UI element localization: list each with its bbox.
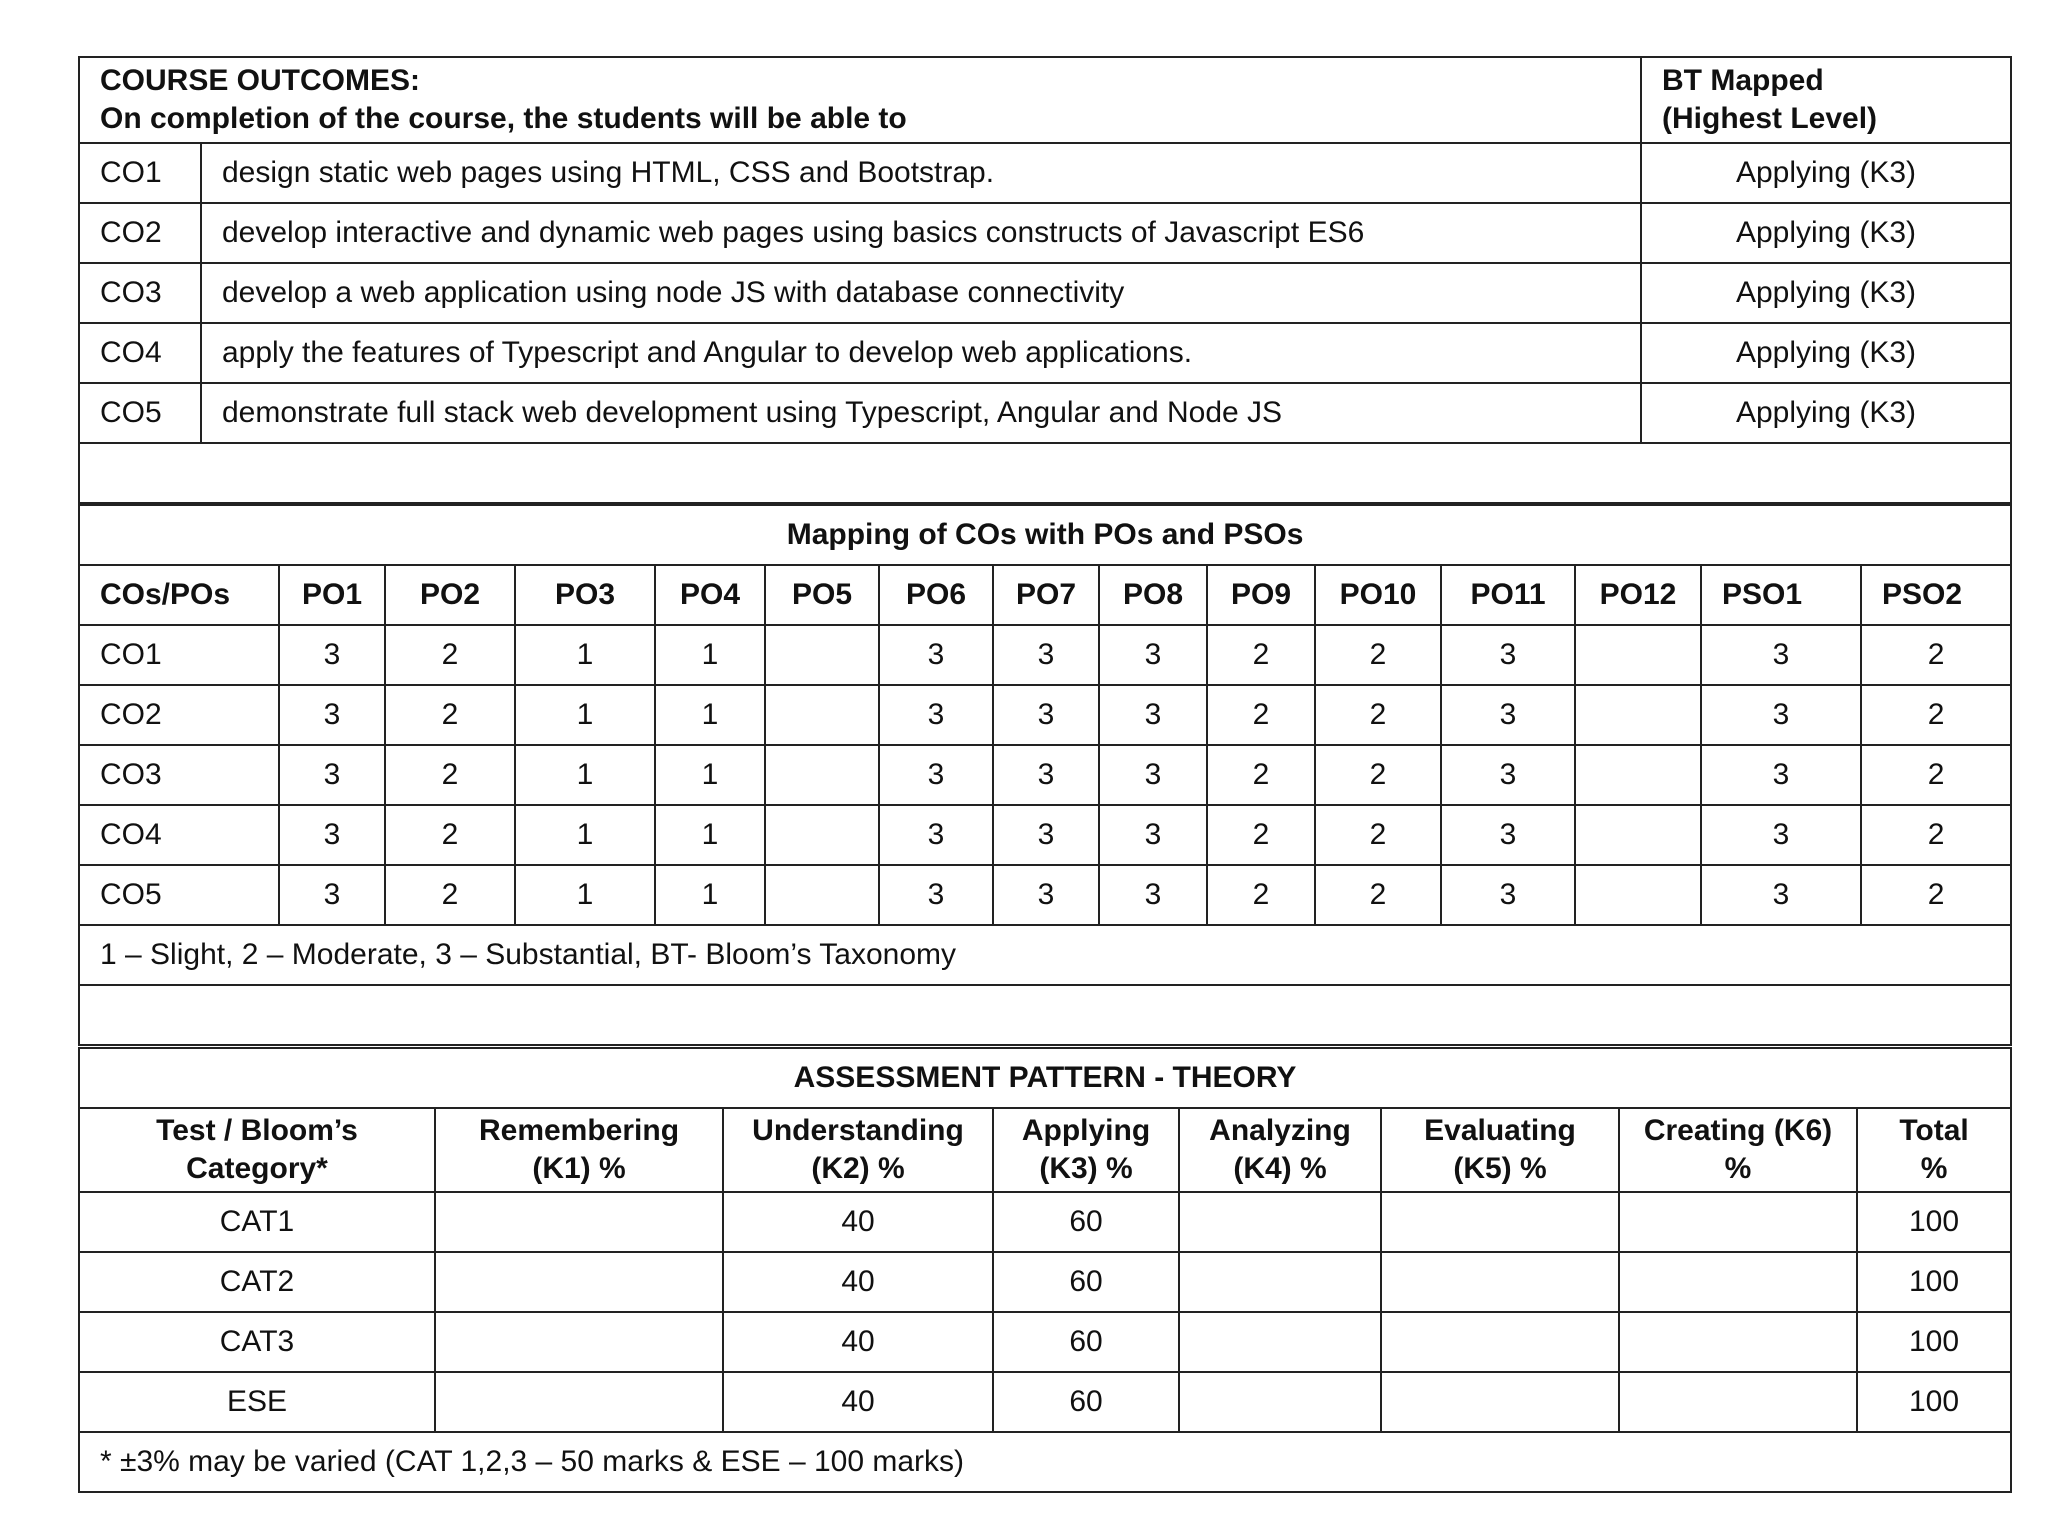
assessment-header-line: Test / Bloom’s	[156, 1114, 358, 1147]
mapping-header-cell: PO9	[1207, 565, 1315, 625]
assessment-header-line: Category*	[186, 1152, 328, 1185]
assessment-cell	[1619, 1192, 1857, 1252]
mapping-cell: 3	[279, 745, 385, 805]
mapping-cell	[765, 685, 879, 745]
mapping-cell: 3	[1441, 805, 1575, 865]
assessment-cell: 40	[723, 1372, 993, 1432]
mapping-cell: 3	[1701, 685, 1861, 745]
mapping-cell: 1	[655, 745, 765, 805]
mapping-cell: 2	[1861, 805, 2011, 865]
mapping-row-label: CO1	[79, 625, 279, 685]
assessment-header-line: (K4) %	[1233, 1152, 1327, 1185]
course-outcomes-header	[79, 57, 1641, 143]
course-outcome-text: demonstrate full stack web development using Typescript, Angular and Node JS	[201, 383, 1641, 443]
mapping-header-cell: PSO2	[1861, 565, 2011, 625]
assessment-cell: 60	[993, 1312, 1179, 1372]
mapping-cell: 3	[1701, 865, 1861, 925]
assessment-header-line: Analyzing	[1209, 1114, 1351, 1147]
assessment-header-line: (K5) %	[1453, 1152, 1547, 1185]
spacer-cell	[79, 985, 2011, 1045]
course-outcomes-header-row	[79, 57, 2011, 143]
mapping-cell: 2	[385, 865, 515, 925]
mapping-cell	[1575, 745, 1701, 805]
course-outcome-row	[79, 263, 2011, 323]
mapping-row	[79, 625, 2011, 685]
assessment-cell	[1179, 1192, 1381, 1252]
mapping-cell: 3	[1701, 625, 1861, 685]
spacer-cell	[79, 443, 2011, 503]
mapping-cell: 3	[879, 865, 993, 925]
course-outcome-code: CO1	[79, 143, 201, 203]
mapping-row-label: CO3	[79, 745, 279, 805]
bt-highest-level-label: (Highest Level)	[1662, 102, 1878, 135]
mapping-cell: 1	[655, 865, 765, 925]
mapping-cell: 2	[1861, 625, 2011, 685]
assessment-cell: 40	[723, 1192, 993, 1252]
assessment-cell: 40	[723, 1312, 993, 1372]
course-outcome-bt-level: Applying (K3)	[1641, 203, 2011, 263]
assessment-cell: 100	[1857, 1312, 2011, 1372]
mapping-header-cell: PO8	[1099, 565, 1207, 625]
assessment-cell	[435, 1252, 723, 1312]
assessment-cell: 100	[1857, 1372, 2011, 1432]
course-outcome-code: CO3	[79, 263, 201, 323]
assessment-header-cell	[1381, 1108, 1619, 1192]
bt-mapped-header	[1641, 57, 2011, 143]
mapping-cell: 3	[1441, 745, 1575, 805]
assessment-header-cell	[435, 1108, 723, 1192]
mapping-cell: 2	[1207, 685, 1315, 745]
assessment-header-line: %	[1920, 1152, 1948, 1185]
assessment-row-label: ESE	[79, 1372, 435, 1432]
mapping-cell: 3	[1099, 805, 1207, 865]
mapping-row	[79, 805, 2011, 865]
mapping-cell: 3	[279, 865, 385, 925]
course-outcome-text: develop a web application using node JS with database connectivity	[201, 263, 1641, 323]
mapping-cell: 3	[993, 805, 1099, 865]
mapping-spacer-row	[79, 985, 2011, 1045]
mapping-cell: 2	[1315, 625, 1441, 685]
assessment-header-line: Creating (K6)	[1643, 1114, 1833, 1147]
mapping-cell: 3	[1701, 745, 1861, 805]
mapping-cell: 3	[993, 625, 1099, 685]
assessment-header-cell	[1619, 1108, 1857, 1192]
assessment-cell	[1381, 1372, 1619, 1432]
mapping-cell: 2	[1315, 685, 1441, 745]
assessment-row	[79, 1312, 2011, 1372]
mapping-cell: 3	[879, 745, 993, 805]
assessment-cell: 100	[1857, 1252, 2011, 1312]
assessment-header-row	[79, 1108, 2011, 1192]
mapping-cell: 3	[993, 745, 1099, 805]
course-outcome-bt-level: Applying (K3)	[1641, 383, 2011, 443]
assessment-cell	[1619, 1312, 1857, 1372]
assessment-cell	[435, 1372, 723, 1432]
mapping-cell	[1575, 625, 1701, 685]
mapping-cell: 2	[1207, 745, 1315, 805]
mapping-cell: 2	[1207, 865, 1315, 925]
mapping-cell: 3	[279, 685, 385, 745]
mapping-cell	[1575, 865, 1701, 925]
mapping-cell: 1	[655, 685, 765, 745]
course-outcome-code: CO2	[79, 203, 201, 263]
mapping-cell: 2	[1207, 805, 1315, 865]
assessment-row-label: CAT1	[79, 1192, 435, 1252]
mapping-row	[79, 685, 2011, 745]
mapping-header-cell: PO5	[765, 565, 879, 625]
course-outcome-code: CO4	[79, 323, 201, 383]
mapping-cell: 3	[993, 685, 1099, 745]
course-outcome-bt-level: Applying (K3)	[1641, 263, 2011, 323]
mapping-header-cell: PSO1	[1701, 565, 1861, 625]
co-spacer-row	[79, 443, 2011, 503]
assessment-cell: 60	[993, 1252, 1179, 1312]
mapping-cell: 2	[1315, 865, 1441, 925]
course-outcomes-table	[78, 56, 2012, 504]
assessment-header-cell	[1179, 1108, 1381, 1192]
assessment-cell: 40	[723, 1252, 993, 1312]
mapping-cell: 3	[1099, 745, 1207, 805]
mapping-cell: 1	[655, 805, 765, 865]
mapping-cell: 2	[1861, 745, 2011, 805]
mapping-cell: 2	[1861, 685, 2011, 745]
mapping-cell	[1575, 805, 1701, 865]
mapping-header-cell: PO12	[1575, 565, 1701, 625]
co-po-mapping-table	[78, 504, 2012, 1046]
assessment-pattern-table	[78, 1047, 2012, 1493]
assessment-cell: 100	[1857, 1192, 2011, 1252]
mapping-cell: 3	[1701, 805, 1861, 865]
mapping-cell: 3	[1099, 625, 1207, 685]
assessment-header-line: (K2) %	[811, 1152, 905, 1185]
mapping-cell	[1575, 685, 1701, 745]
assessment-cell	[1381, 1252, 1619, 1312]
mapping-legend: 1 – Slight, 2 – Moderate, 3 – Substantial, BT- Bloom’s Taxonomy	[79, 925, 2011, 985]
mapping-row	[79, 745, 2011, 805]
mapping-header-cell: PO10	[1315, 565, 1441, 625]
mapping-cell: 1	[655, 625, 765, 685]
assessment-cell	[1179, 1252, 1381, 1312]
assessment-cell	[1179, 1312, 1381, 1372]
mapping-header-cell: PO3	[515, 565, 655, 625]
course-outcomes-subheading: On completion of the course, the students will be able to	[100, 102, 907, 135]
course-outcome-row	[79, 323, 2011, 383]
assessment-row-label: CAT2	[79, 1252, 435, 1312]
mapping-cell: 3	[1441, 625, 1575, 685]
assessment-body	[79, 1108, 2011, 1432]
assessment-row	[79, 1252, 2011, 1312]
assessment-header-line: (K1) %	[532, 1152, 626, 1185]
course-outcome-bt-level: Applying (K3)	[1641, 143, 2011, 203]
assessment-header-line: Applying	[1021, 1114, 1151, 1147]
mapping-cell	[765, 805, 879, 865]
assessment-title: ASSESSMENT PATTERN - THEORY	[79, 1048, 2011, 1108]
assessment-row	[79, 1372, 2011, 1432]
assessment-cell: 60	[993, 1372, 1179, 1432]
mapping-header-cell: PO1	[279, 565, 385, 625]
assessment-header-line: Remembering	[478, 1114, 680, 1147]
assessment-cell	[1619, 1372, 1857, 1432]
mapping-legend-row	[79, 925, 2011, 985]
course-outcome-text: apply the features of Typescript and Angular to develop web applications.	[201, 323, 1641, 383]
assessment-header-line: (K3) %	[1039, 1152, 1133, 1185]
mapping-header-cell: PO11	[1441, 565, 1575, 625]
mapping-header-cell: PO7	[993, 565, 1099, 625]
mapping-cell: 2	[1315, 745, 1441, 805]
course-outcome-row	[79, 383, 2011, 443]
mapping-body	[79, 565, 2011, 925]
mapping-cell: 1	[515, 745, 655, 805]
mapping-cell	[765, 745, 879, 805]
mapping-cell	[765, 625, 879, 685]
assessment-header-line: Total	[1899, 1114, 1969, 1147]
mapping-cell: 2	[385, 805, 515, 865]
mapping-cell: 1	[515, 865, 655, 925]
assessment-title-row	[79, 1048, 2011, 1108]
course-outcome-row	[79, 143, 2011, 203]
mapping-row-label: CO5	[79, 865, 279, 925]
mapping-header-row	[79, 565, 2011, 625]
mapping-cell: 2	[1207, 625, 1315, 685]
assessment-row-label: CAT3	[79, 1312, 435, 1372]
mapping-row-label: CO2	[79, 685, 279, 745]
assessment-cell	[1381, 1312, 1619, 1372]
mapping-header-cell: COs/POs	[79, 565, 279, 625]
mapping-cell: 3	[879, 625, 993, 685]
assessment-header-cell	[79, 1108, 435, 1192]
mapping-cell: 3	[279, 805, 385, 865]
mapping-cell: 2	[385, 685, 515, 745]
course-outcomes-heading: COURSE OUTCOMES:	[100, 64, 421, 97]
mapping-cell: 2	[385, 625, 515, 685]
assessment-row	[79, 1192, 2011, 1252]
bt-mapped-label: BT Mapped	[1662, 64, 1824, 97]
assessment-header-cell	[1857, 1108, 2011, 1192]
mapping-title-row	[79, 505, 2011, 565]
assessment-cell	[435, 1192, 723, 1252]
mapping-row-label: CO4	[79, 805, 279, 865]
assessment-cell: 60	[993, 1192, 1179, 1252]
assessment-footnote-row	[79, 1432, 2011, 1492]
mapping-cell: 2	[1861, 865, 2011, 925]
mapping-cell: 3	[1099, 865, 1207, 925]
course-outcome-row	[79, 203, 2011, 263]
mapping-cell: 3	[1441, 865, 1575, 925]
assessment-header-cell	[723, 1108, 993, 1192]
mapping-cell: 2	[1315, 805, 1441, 865]
mapping-cell: 3	[279, 625, 385, 685]
mapping-header-cell: PO4	[655, 565, 765, 625]
mapping-cell: 3	[879, 685, 993, 745]
mapping-cell: 3	[879, 805, 993, 865]
mapping-header-cell: PO6	[879, 565, 993, 625]
assessment-cell	[435, 1312, 723, 1372]
course-outcome-bt-level: Applying (K3)	[1641, 323, 2011, 383]
assessment-header-cell	[993, 1108, 1179, 1192]
mapping-cell: 3	[1441, 685, 1575, 745]
assessment-footnote: * ±3% may be varied (CAT 1,2,3 – 50 marks & ESE – 100 marks)	[79, 1432, 2011, 1492]
mapping-cell: 3	[993, 865, 1099, 925]
assessment-cell	[1619, 1252, 1857, 1312]
mapping-cell: 3	[1099, 685, 1207, 745]
course-outcome-text: design static web pages using HTML, CSS and Bootstrap.	[201, 143, 1641, 203]
course-outcome-code: CO5	[79, 383, 201, 443]
mapping-header-cell: PO2	[385, 565, 515, 625]
assessment-header-line: %	[1724, 1152, 1752, 1185]
mapping-cell	[765, 865, 879, 925]
mapping-title: Mapping of COs with POs and PSOs	[79, 505, 2011, 565]
mapping-row	[79, 865, 2011, 925]
assessment-cell	[1381, 1192, 1619, 1252]
mapping-cell: 1	[515, 805, 655, 865]
mapping-cell: 1	[515, 685, 655, 745]
mapping-cell: 1	[515, 625, 655, 685]
assessment-header-line: Understanding	[752, 1114, 964, 1147]
assessment-header-line: Evaluating	[1424, 1114, 1576, 1147]
assessment-cell	[1179, 1372, 1381, 1432]
course-outcome-text: develop interactive and dynamic web pages using basics constructs of Javascript ES6	[201, 203, 1641, 263]
mapping-cell: 2	[385, 745, 515, 805]
